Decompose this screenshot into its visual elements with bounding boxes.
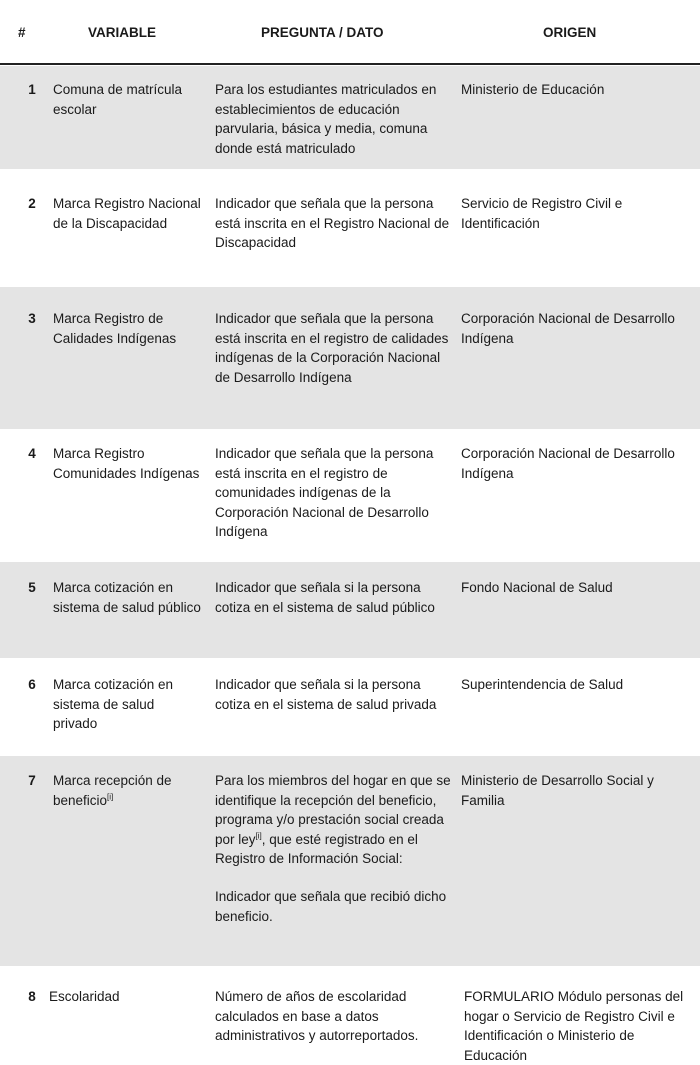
table-row [0,966,700,1063]
row-variable [53,771,201,810]
row-pregunta: Indicador que señala que la persona está inscrita en el registro de comunidades indígenas de la Corporación Nacional de Desarrollo Indígena [215,446,434,540]
row-number: 2 [28,196,36,211]
row-number: 5 [28,580,36,595]
table-row [0,169,700,287]
table-row [0,756,700,966]
row-origen: FORMULARIO Módulo personas del hogar o Servicio de Registro Civil e Identificación o Ministerio de Educación [464,989,684,1063]
row-origen: Ministerio de Desarrollo Social y Familia [461,773,654,808]
row-variable: Marca Registro Comunidades Indígenas [53,446,200,481]
row-variable-text: Marca recepción de beneficio [53,773,172,808]
row-variable: Comuna de matrícula escolar [53,82,183,117]
row-variable: Escolaridad [49,989,120,1004]
table-row [0,66,700,169]
row-number: 3 [28,311,36,326]
row-pregunta [215,771,453,926]
row-pregunta: Para los estudiantes matriculados en establecimientos de educación parvularia, básica y media, comuna donde está matriculado [215,82,437,156]
row-pregunta: Indicador que señala que la persona está inscrita en el Registro Nacional de Discapacidad [215,196,450,251]
row-origen: Corporación Nacional de Desarrollo Indígena [461,311,675,346]
table-row [0,429,700,562]
row-number: 1 [28,82,36,97]
row-origen: Ministerio de Educación [461,82,605,97]
table-row [0,287,700,429]
footnote-marker: [i] [107,792,114,802]
pregunta-paragraph [215,771,453,869]
header-origen: ORIGEN [543,25,597,40]
row-origen: Servicio de Registro Civil e Identificación [461,196,623,231]
row-pregunta: Indicador que señala que la persona está inscrita en el registro de calidades indígenas de la Corporación Nacional de Desarrollo Indígena [215,311,449,385]
row-variable: Marca cotización en sistema de salud público [53,580,201,615]
footnote-marker: [i] [255,831,262,841]
row-pregunta: Número de años de escolaridad calculados en base a datos administrativos y autorreportados. [215,989,419,1044]
table-row [0,562,700,658]
header-variable: VARIABLE [88,25,157,40]
row-origen: Corporación Nacional de Desarrollo Indígena [461,446,675,481]
row-origen: Fondo Nacional de Salud [461,580,613,595]
row-variable: Marca Registro de Calidades Indígenas [53,311,177,346]
header-number: # [18,25,26,40]
pregunta-text-b: , que esté registrado en el Registro de Información Social: [215,831,418,867]
row-number: 8 [28,989,36,1004]
table-row [0,658,700,756]
header-divider [0,63,700,65]
row-number: 4 [28,446,36,461]
row-origen: Superintendencia de Salud [461,677,624,692]
row-variable: Marca Registro Nacional de la Discapacidad [53,196,201,231]
row-pregunta: Indicador que señala si la persona cotiza en el sistema de salud privada [215,677,437,712]
row-number: 6 [28,677,36,692]
pregunta-text-a: Para los miembros del hogar en que se identifique la recepción del beneficio, programa y/o prestación social creada por ley [215,773,451,847]
row-pregunta: Indicador que señala si la persona cotiza en el sistema de salud público [215,580,435,615]
pregunta-paragraph: Indicador que señala que recibió dicho beneficio. [215,888,447,924]
header-pregunta: PREGUNTA / DATO [261,25,384,40]
row-variable: Marca cotización en sistema de salud privado [53,677,174,732]
table-header [0,0,700,66]
row-number: 7 [28,773,36,788]
